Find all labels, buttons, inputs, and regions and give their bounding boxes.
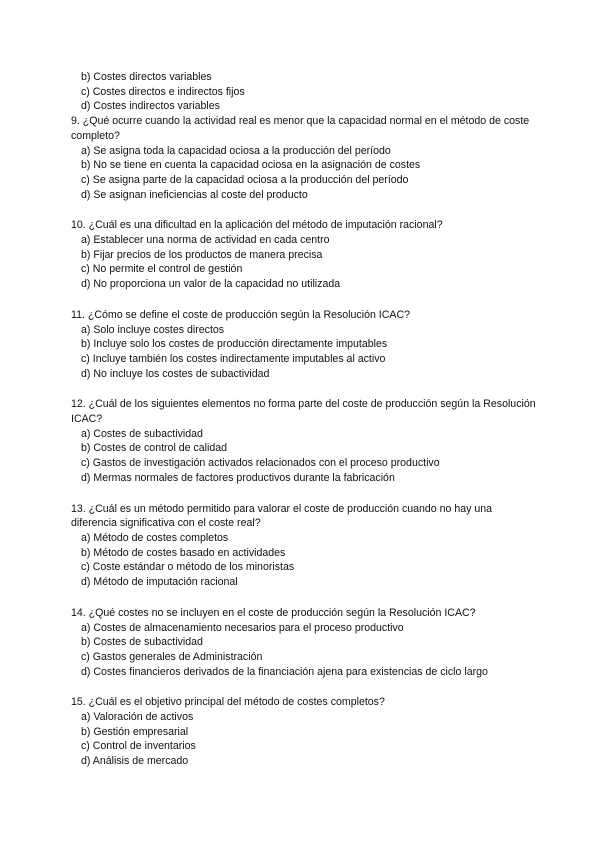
- options-list: [71, 427, 540, 486]
- question-text: 14. ¿Qué costes no se incluyen en el coste de producción según la Resolución ICAC?: [71, 606, 476, 619]
- option-item: d) Costes financieros derivados de la financiación ajena para existencias de ciclo largo: [81, 665, 488, 678]
- option-item: a) Establecer una norma de actividad en cada centro: [81, 234, 330, 247]
- options-list: [71, 233, 540, 292]
- question-text: 12. ¿Cuál de los siguientes elementos no forma parte del coste de producción según la Resolución ICAC?: [71, 398, 536, 426]
- option-item: d) Análisis de mercado: [81, 755, 189, 768]
- question-text: 15. ¿Cuál es el objetivo principal del método de costes completos?: [71, 696, 385, 709]
- question-text: 10. ¿Cuál es una dificultad en la aplicación del método de imputación racional?: [71, 219, 443, 232]
- option-item: c) Gastos generales de Administración: [81, 650, 263, 663]
- option-item: c) Costes directos e indirectos fijos: [81, 85, 245, 98]
- option-item: c) Coste estándar o método de los minoristas: [81, 561, 295, 574]
- option-item: d) Costes indirectos variables: [81, 100, 220, 113]
- question-15: [71, 695, 540, 769]
- option-item: c) Se asigna parte de la capacidad ociosa a la producción del período: [81, 173, 409, 186]
- option-item: c) No permite el control de gestión: [81, 263, 243, 276]
- option-item: c) Incluye también los costes indirectamente imputables al activo: [81, 352, 386, 365]
- options-list: [71, 710, 540, 769]
- options-list: [71, 621, 540, 680]
- option-item: a) Se asigna toda la capacidad ociosa a la producción del período: [81, 144, 391, 157]
- options-list: [71, 144, 540, 203]
- options-list: [71, 531, 540, 590]
- option-item: d) Método de imputación racional: [81, 576, 238, 589]
- option-item: c) Gastos de investigación activados relacionados con el proceso productivo: [81, 457, 440, 470]
- option-item: d) Mermas normales de factores productivos durante la fabricación: [81, 471, 395, 484]
- option-item: d) No proporciona un valor de la capacidad no utilizada: [81, 278, 341, 291]
- question-9: [71, 114, 540, 202]
- option-item: d) No incluye los costes de subactividad: [81, 367, 270, 380]
- option-item: b) Fijar precios de los productos de manera precisa: [81, 248, 323, 261]
- continued-options-list: [71, 70, 540, 114]
- option-item: b) Costes de subactividad: [81, 636, 203, 649]
- question-12: [71, 397, 540, 485]
- option-item: a) Método de costes completos: [81, 531, 229, 544]
- question-text: 13. ¿Cuál es un método permitido para valorar el coste de producción cuando no hay una diferencia significativa con el coste real?: [71, 502, 493, 530]
- option-item: a) Valoración de activos: [81, 711, 194, 724]
- option-item: a) Costes de almacenamiento necesarios para el proceso productivo: [81, 621, 404, 634]
- question-10: [71, 218, 540, 292]
- question-13: [71, 502, 540, 590]
- option-item: c) Control de inventarios: [81, 740, 196, 753]
- option-item: a) Solo incluye costes directos: [81, 323, 225, 336]
- option-item: d) Se asignan ineficiencias al coste del producto: [81, 188, 308, 201]
- question-14: [71, 606, 540, 680]
- option-item: b) No se tiene en cuenta la capacidad ociosa en la asignación de costes: [81, 159, 421, 172]
- question-text: 11. ¿Cómo se define el coste de producción según la Resolución ICAC?: [71, 308, 410, 321]
- option-item: b) Gestión empresarial: [81, 725, 189, 738]
- question-11: [71, 308, 540, 382]
- option-item: b) Incluye solo los costes de producción directamente imputables: [81, 338, 388, 351]
- option-item: b) Costes directos variables: [81, 71, 212, 83]
- options-list: [71, 323, 540, 382]
- question-text: 9. ¿Qué ocurre cuando la actividad real es menor que la capacidad normal en el método de coste completo?: [71, 115, 530, 142]
- option-item: a) Costes de subactividad: [81, 427, 203, 440]
- option-item: b) Método de costes basado en actividades: [81, 546, 286, 559]
- option-item: b) Costes de control de calidad: [81, 442, 228, 455]
